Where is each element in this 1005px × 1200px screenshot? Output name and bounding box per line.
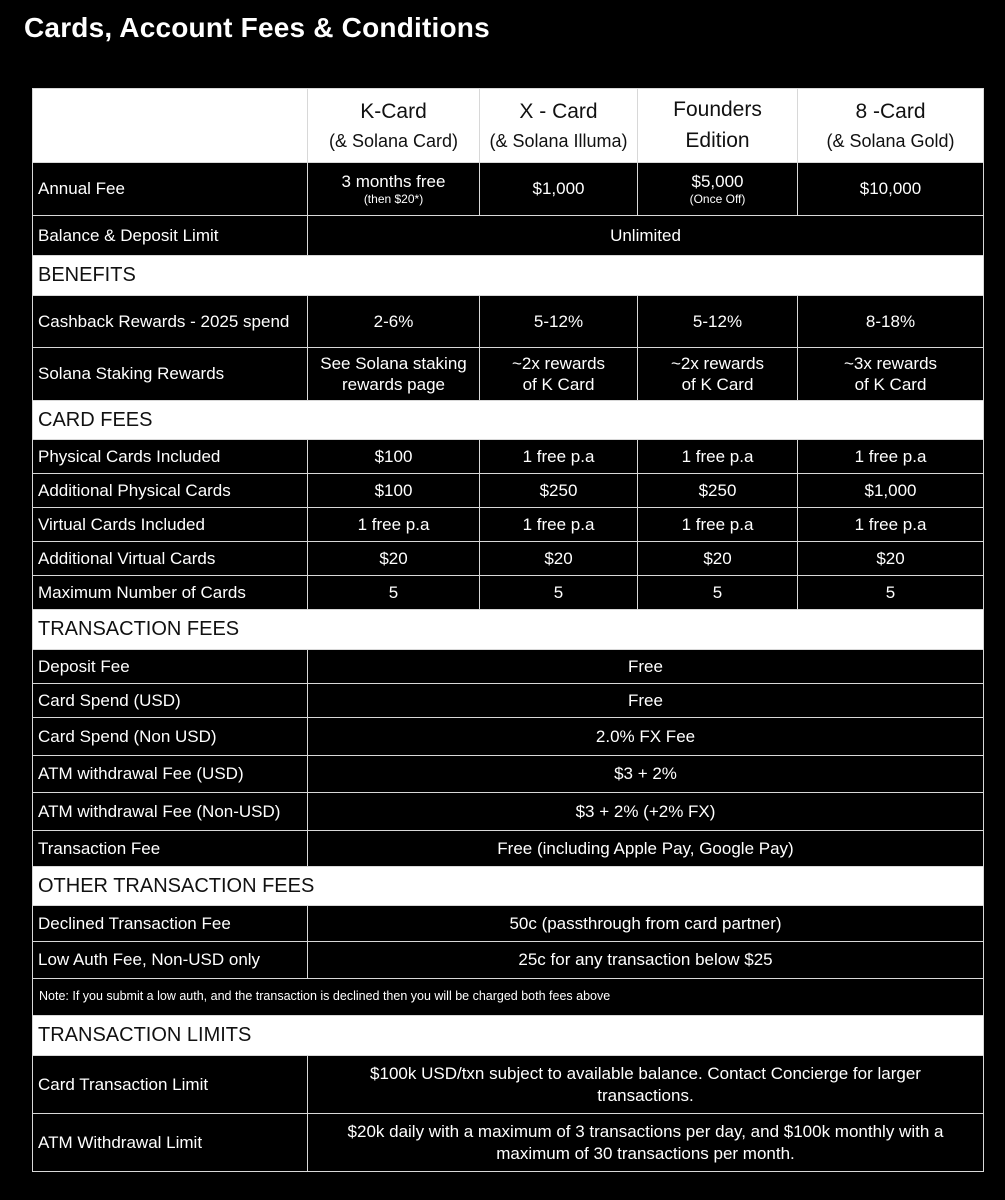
fees-table — [32, 88, 984, 1172]
cell-x-card: 5 — [480, 576, 638, 610]
column-header-8-card — [798, 89, 984, 163]
table-row — [33, 718, 984, 756]
cell-x-card — [480, 348, 638, 401]
cell-line: ~3x rewards — [843, 353, 938, 373]
row-label: Card Spend (USD) — [33, 684, 308, 718]
header-empty-cell — [33, 89, 308, 163]
cell-founders: $250 — [638, 474, 798, 508]
cell-k-card: 5 — [308, 576, 480, 610]
cell-8-card: 8-18% — [798, 296, 984, 348]
cell-x-card: 5-12% — [480, 296, 638, 348]
row-label: ATM withdrawal Fee (USD) — [33, 756, 308, 793]
section-header-card-fees — [33, 401, 984, 440]
note-text: Note: If you submit a low auth, and the transaction is declined then you will be charged both fees above — [33, 979, 984, 1016]
table-row — [33, 576, 984, 610]
cell-line: of K Card — [681, 375, 754, 394]
row-value: $3 + 2% (+2% FX) — [308, 793, 984, 831]
cell-x-card: $20 — [480, 542, 638, 576]
cell-line: rewards page — [341, 375, 445, 394]
table-row — [33, 793, 984, 831]
row-label: ATM withdrawal Fee (Non-USD) — [33, 793, 308, 831]
cell-8-card: 5 — [798, 576, 984, 610]
row-label: Additional Virtual Cards — [33, 542, 308, 576]
cell-8-card: 1 free p.a — [798, 508, 984, 542]
cell-k-card: $100 — [308, 474, 480, 508]
column-sub: Edition — [685, 128, 750, 152]
row-label: Deposit Fee — [33, 650, 308, 684]
section-title: TRANSACTION LIMITS — [33, 1016, 984, 1056]
cell-x-card: $1,000 — [480, 163, 638, 216]
table-row — [33, 831, 984, 867]
cell-line: ~2x rewards — [511, 353, 606, 373]
cell-founders: 5-12% — [638, 296, 798, 348]
section-title: TRANSACTION FEES — [33, 610, 984, 650]
cell-k-card — [308, 348, 480, 401]
table-row-balance-limit — [33, 216, 984, 256]
table-row-note — [33, 979, 984, 1016]
row-value: 2.0% FX Fee — [308, 718, 984, 756]
cell-line: See Solana staking — [320, 353, 467, 373]
cell-k-card: $100 — [308, 440, 480, 474]
cell-line: of K Card — [522, 375, 595, 394]
cell-x-card: 1 free p.a — [480, 440, 638, 474]
row-label: Virtual Cards Included — [33, 508, 308, 542]
table-row — [33, 508, 984, 542]
row-label: Declined Transaction Fee — [33, 906, 308, 942]
column-sub: (& Solana Gold) — [826, 130, 955, 151]
column-header-founders-edition — [638, 89, 798, 163]
cell-x-card: 1 free p.a — [480, 508, 638, 542]
column-name: Founders — [673, 98, 762, 122]
column-header-k-card — [308, 89, 480, 163]
cell-k-card: $20 — [308, 542, 480, 576]
section-title: CARD FEES — [33, 401, 984, 440]
table-row — [33, 942, 984, 979]
section-header-transaction-fees — [33, 610, 984, 650]
cell-founders: 1 free p.a — [638, 440, 798, 474]
row-value: Free (including Apple Pay, Google Pay) — [308, 831, 984, 867]
cell-k-card: 1 free p.a — [308, 508, 480, 542]
column-header-x-card — [480, 89, 638, 163]
column-name: 8 -Card — [855, 100, 926, 124]
column-sub: (& Solana Card) — [328, 130, 459, 151]
table-row-cashback — [33, 296, 984, 348]
row-label: Card Transaction Limit — [33, 1056, 308, 1114]
section-title: BENEFITS — [33, 256, 984, 296]
section-title: OTHER TRANSACTION FEES — [33, 867, 984, 906]
cell-founders — [638, 348, 798, 401]
table-row — [33, 906, 984, 942]
cell-k-card: 2-6% — [308, 296, 480, 348]
table-row — [33, 684, 984, 718]
column-name: K-Card — [360, 100, 427, 124]
row-label: Balance & Deposit Limit — [33, 216, 308, 256]
cell-8-card: $1,000 — [798, 474, 984, 508]
table-row — [33, 650, 984, 684]
row-value: 50c (passthrough from card partner) — [308, 906, 984, 942]
row-value: Free — [308, 684, 984, 718]
row-value: 25c for any transaction below $25 — [308, 942, 984, 979]
table-row — [33, 756, 984, 793]
column-sub: (& Solana Illuma) — [489, 130, 628, 151]
section-header-benefits — [33, 256, 984, 296]
cell-founders: $20 — [638, 542, 798, 576]
cell-8-card: $10,000 — [798, 163, 984, 216]
row-label: Cashback Rewards - 2025 spend — [33, 296, 308, 348]
table-row — [33, 542, 984, 576]
table-row — [33, 1056, 984, 1114]
row-value: Unlimited — [308, 216, 984, 256]
cell-founders — [638, 163, 798, 216]
row-label: Maximum Number of Cards — [33, 576, 308, 610]
cell-8-card — [798, 348, 984, 401]
cell-founders: 1 free p.a — [638, 508, 798, 542]
row-value: $100k USD/txn subject to available balance. Contact Concierge for larger transactions. — [308, 1056, 984, 1114]
section-header-transaction-limits — [33, 1016, 984, 1056]
row-label: Annual Fee — [33, 163, 308, 216]
row-value: Free — [308, 650, 984, 684]
section-header-other-transaction-fees — [33, 867, 984, 906]
table-row — [33, 1114, 984, 1172]
cell-value: 3 months free — [341, 171, 446, 191]
row-label: Solana Staking Rewards — [33, 348, 308, 401]
table-row — [33, 474, 984, 508]
row-label: Transaction Fee — [33, 831, 308, 867]
row-label: Additional Physical Cards — [33, 474, 308, 508]
header-row — [33, 89, 984, 163]
row-label: Low Auth Fee, Non-USD only — [33, 942, 308, 979]
cell-note: (Once Off) — [689, 191, 746, 206]
page-title: Cards, Account Fees & Conditions — [24, 12, 490, 43]
column-name: X - Card — [519, 100, 598, 124]
row-value: $20k daily with a maximum of 3 transactions per day, and $100k monthly with a maximum of 30 transactions per month. — [308, 1114, 984, 1172]
cell-founders: 5 — [638, 576, 798, 610]
cell-k-card — [308, 163, 480, 216]
cell-8-card: $20 — [798, 542, 984, 576]
cell-note: (then $20*) — [363, 191, 424, 206]
row-value: $3 + 2% — [308, 756, 984, 793]
table-row — [33, 440, 984, 474]
table-row-staking — [33, 348, 984, 401]
cell-value: $5,000 — [691, 171, 744, 191]
cell-x-card: $250 — [480, 474, 638, 508]
row-label: Card Spend (Non USD) — [33, 718, 308, 756]
cell-line: ~2x rewards — [670, 353, 765, 373]
row-label: ATM Withdrawal Limit — [33, 1114, 308, 1172]
cell-line: of K Card — [854, 375, 927, 394]
row-label: Physical Cards Included — [33, 440, 308, 474]
table-row-annual-fee — [33, 163, 984, 216]
cell-8-card: 1 free p.a — [798, 440, 984, 474]
